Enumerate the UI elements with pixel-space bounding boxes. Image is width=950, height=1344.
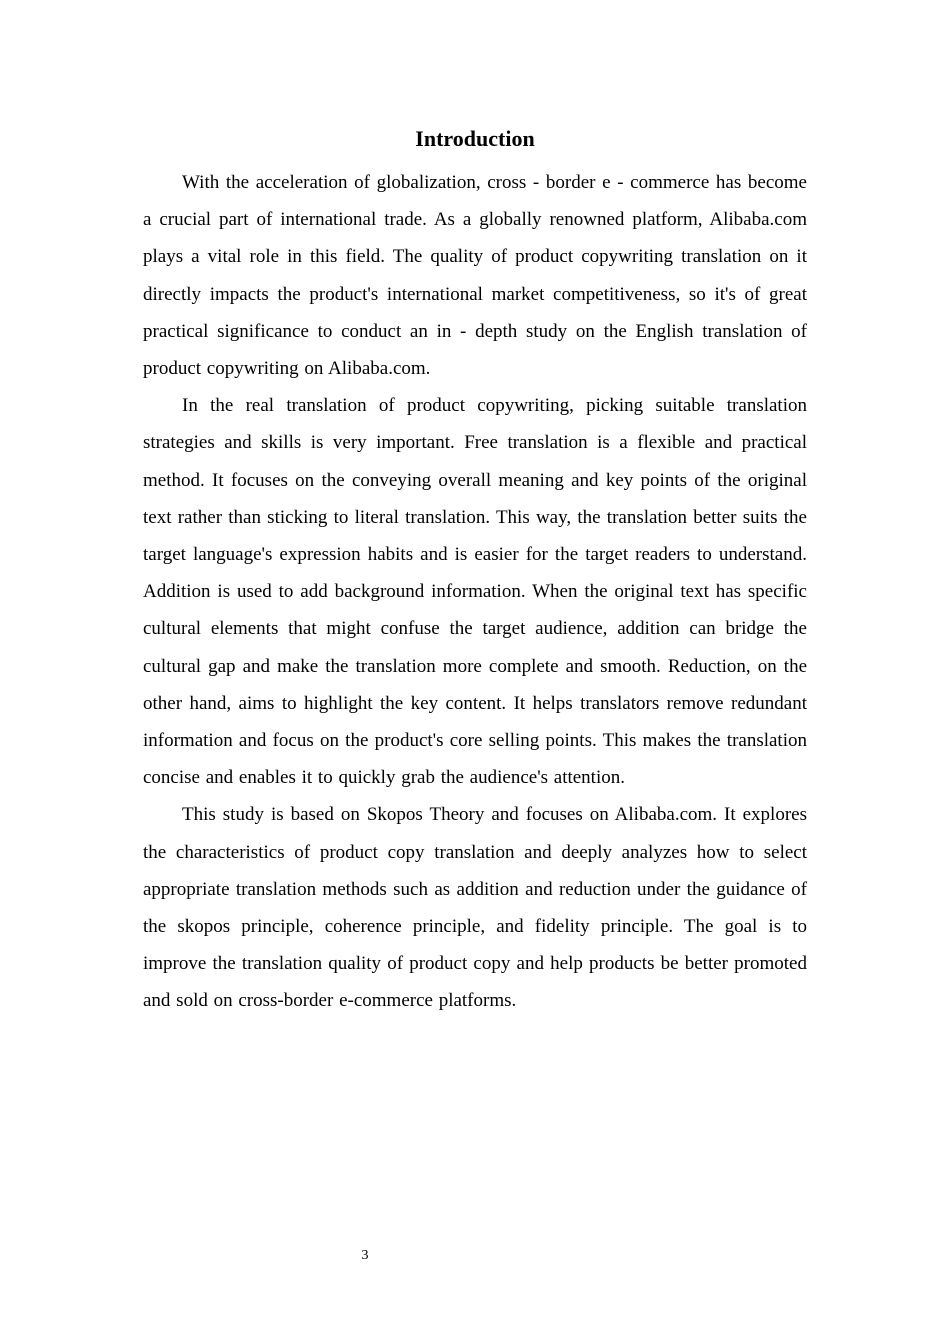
paragraph-2: In the real translation of product copywriting, picking suitable translation strategies and skills is very important. Free translation is a flexible and practical method. It focuses on the conveying overall meaning and key points of the original text rather than sticking to literal translation. This way, the translation better suits the target language's expression habits and is easier for the target readers to understand. Addition is used to add background information. When the original text has specific cultural elements that might confuse the target audience, addition can bridge the cultural gap and make the translation more complete and smooth. Reduction, on the other hand, aims to highlight the key content. It helps translators remove redundant information and focus on the product's core selling points. This makes the translation concise and enables it to quickly grab the audience's attention. xyxy=(143,395,807,789)
section-title: Introduction xyxy=(415,126,535,151)
paragraph-1: With the acceleration of globalization, cross - border e - commerce has become a crucial part of international trade. As a globally renowned platform, Alibaba.com plays a vital role in this field. The quality of product copywriting translation on it directly impacts the product's international market competitiveness, so it's of great practical significance to conduct an in - depth study on the English translation of product copywriting on Alibaba.com. xyxy=(143,172,807,380)
paragraph-3: This study is based on Skopos Theory and focuses on Alibaba.com. It explores the characteristics of product copy translation and deeply analyzes how to select appropriate translation methods such as addition and reduction under the guidance of the skopos principle, coherence principle, and fidelity principle. The goal is to improve the translation quality of product copy and help products be better promoted and sold on cross-border e-commerce platforms. xyxy=(143,804,807,1012)
document-content xyxy=(143,124,807,1020)
page-number: 3 xyxy=(361,1248,369,1263)
